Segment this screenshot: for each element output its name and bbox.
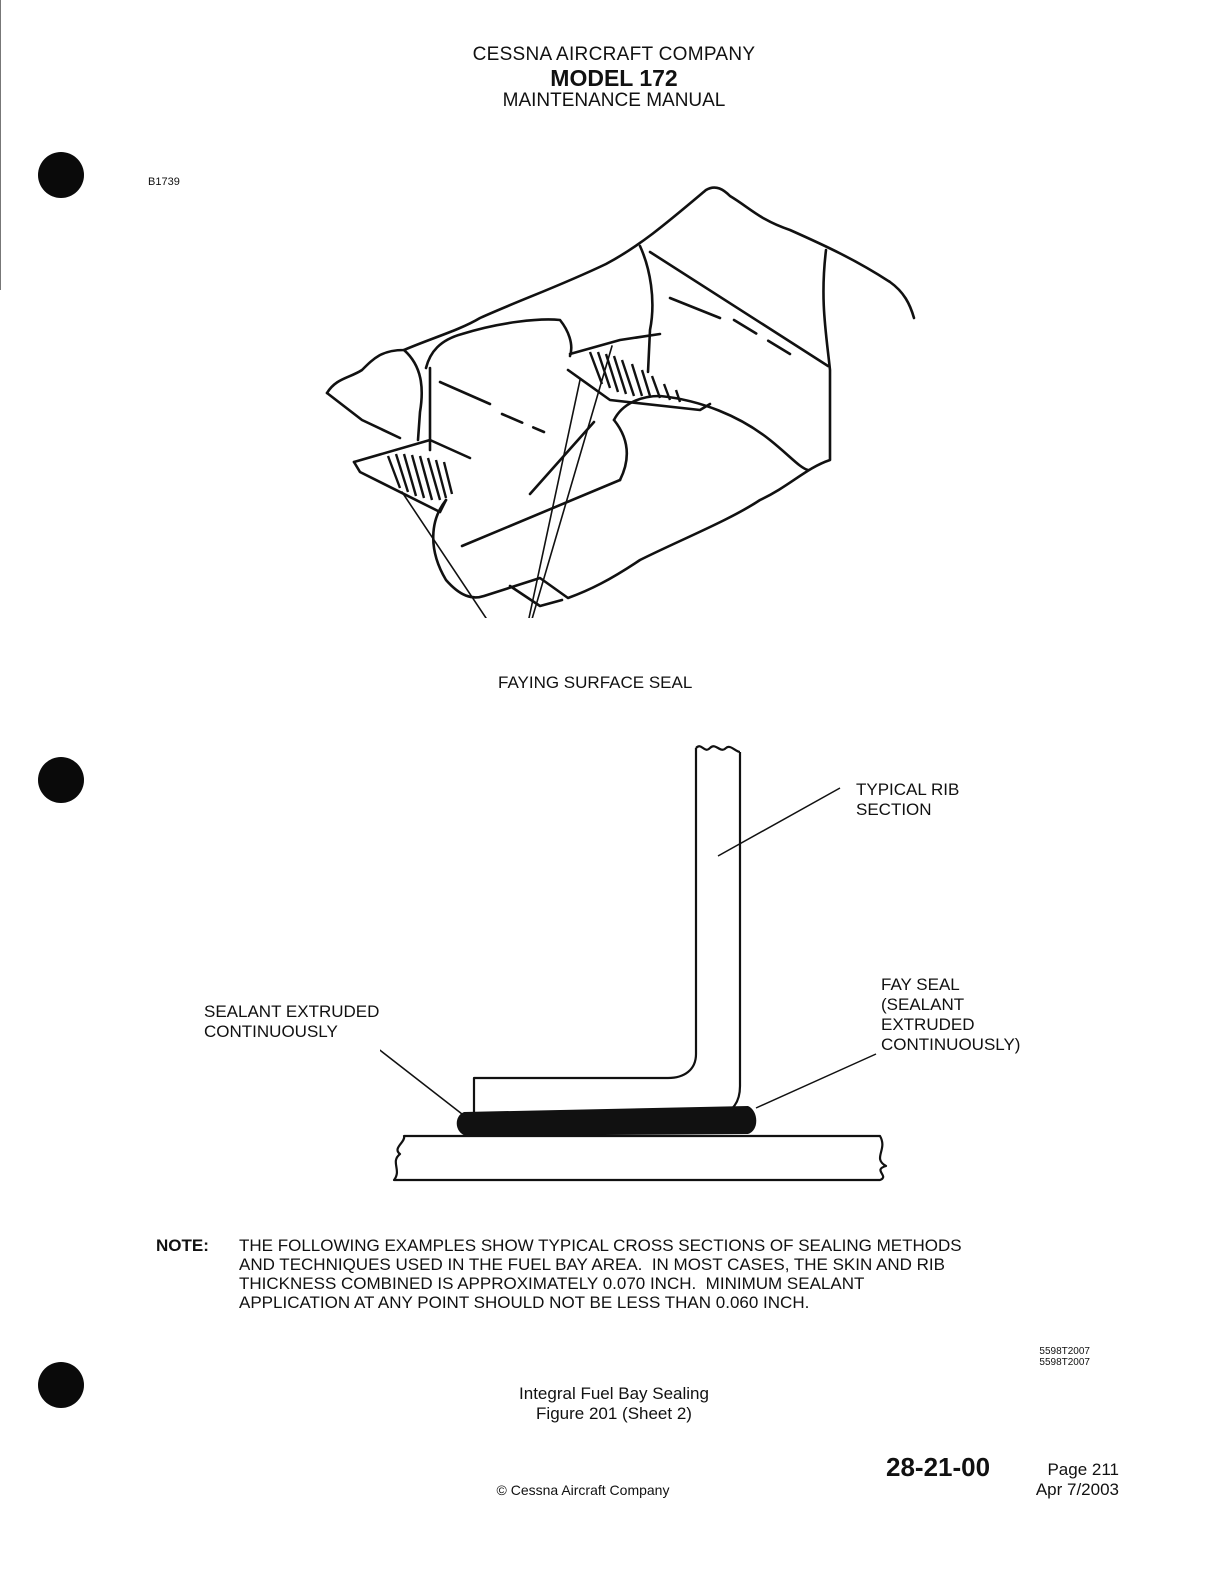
manual-title: MAINTENANCE MANUAL bbox=[502, 90, 726, 111]
panel-lower-edge bbox=[462, 480, 620, 546]
leader-line-left bbox=[402, 492, 514, 618]
fuel-bay-isometric-drawing bbox=[300, 178, 940, 618]
leader-fay-seal bbox=[756, 1054, 876, 1108]
figure-id: B1739 bbox=[148, 176, 180, 188]
label-fay-seal: FAY SEAL (SEALANT EXTRUDED CONTINUOUSLY) bbox=[881, 975, 1021, 1054]
label-faying-surface-seal: FAYING SURFACE SEAL bbox=[498, 673, 693, 692]
section-code: 28-21-00 bbox=[886, 1452, 991, 1482]
page-number: Page 211 bbox=[1047, 1460, 1119, 1479]
label-typical-rib-section: TYPICAL RIB SECTION bbox=[856, 780, 960, 819]
drawing-code: 5598T2007 bbox=[1039, 1357, 1090, 1368]
binder-hole-top bbox=[38, 152, 84, 198]
seal-hatching-front bbox=[388, 454, 452, 500]
drawing-codes bbox=[1000, 1346, 1090, 1368]
company-name: CESSNA AIRCRAFT COMPANY bbox=[472, 44, 756, 65]
document-header bbox=[0, 44, 1228, 112]
leader-rib-section bbox=[718, 788, 840, 856]
front-rib-hole bbox=[426, 320, 571, 368]
left-flange-outline bbox=[327, 393, 400, 438]
skin-line-1 bbox=[440, 382, 490, 404]
sealant-bead bbox=[457, 1106, 757, 1136]
label-sealant-extruded: SEALANT EXTRUDED CONTINUOUSLY bbox=[204, 1002, 380, 1041]
revision-date: Apr 7/2003 bbox=[1035, 1480, 1119, 1499]
rib-break-top bbox=[696, 746, 740, 752]
leader-line-center bbox=[520, 346, 612, 618]
skin-line-3 bbox=[670, 298, 720, 318]
skin-line-6 bbox=[530, 422, 594, 494]
caption-figure: Figure 201 (Sheet 2) bbox=[536, 1404, 692, 1423]
leader-sealant-extruded bbox=[380, 1044, 462, 1114]
note-text: THE FOLLOWING EXAMPLES SHOW TYPICAL CROSS SECTIONS OF SEALING METHODS AND TECHNIQUES USED IN THE FUEL BAY AREA. IN MOST CASES, THE SKIN AND RIB THICKNESS COMBINED IS APPROXIMATELY 0.070 INCH. MINIMUM SEALANT APPLICATION AT ANY POINT SHOULD NOT BE LESS THAN 0.060 INCH. bbox=[239, 1236, 962, 1312]
panel-cutout bbox=[614, 396, 808, 470]
drawing-code: 5598T2007 bbox=[1039, 1346, 1090, 1357]
panel-cutout-side bbox=[614, 420, 627, 480]
caption-title: Integral Fuel Bay Sealing bbox=[519, 1384, 709, 1403]
skin-plate bbox=[394, 1136, 886, 1180]
binder-hole-middle bbox=[38, 757, 84, 803]
front-rib-edge bbox=[404, 350, 422, 440]
model-name: MODEL 172 bbox=[550, 65, 678, 91]
rib-outline bbox=[474, 748, 740, 1114]
skin-line-2 bbox=[502, 414, 544, 432]
copyright: © Cessna Aircraft Company bbox=[496, 1482, 670, 1498]
skin-line-5 bbox=[650, 252, 828, 366]
rear-rib-edge bbox=[640, 246, 652, 372]
lower-skin-panel bbox=[433, 250, 830, 598]
rear-rib-hole bbox=[570, 334, 660, 354]
note-label: NOTE: bbox=[156, 1236, 209, 1255]
figure-caption bbox=[0, 1384, 1228, 1424]
rib-cross-section-drawing bbox=[380, 738, 900, 1188]
